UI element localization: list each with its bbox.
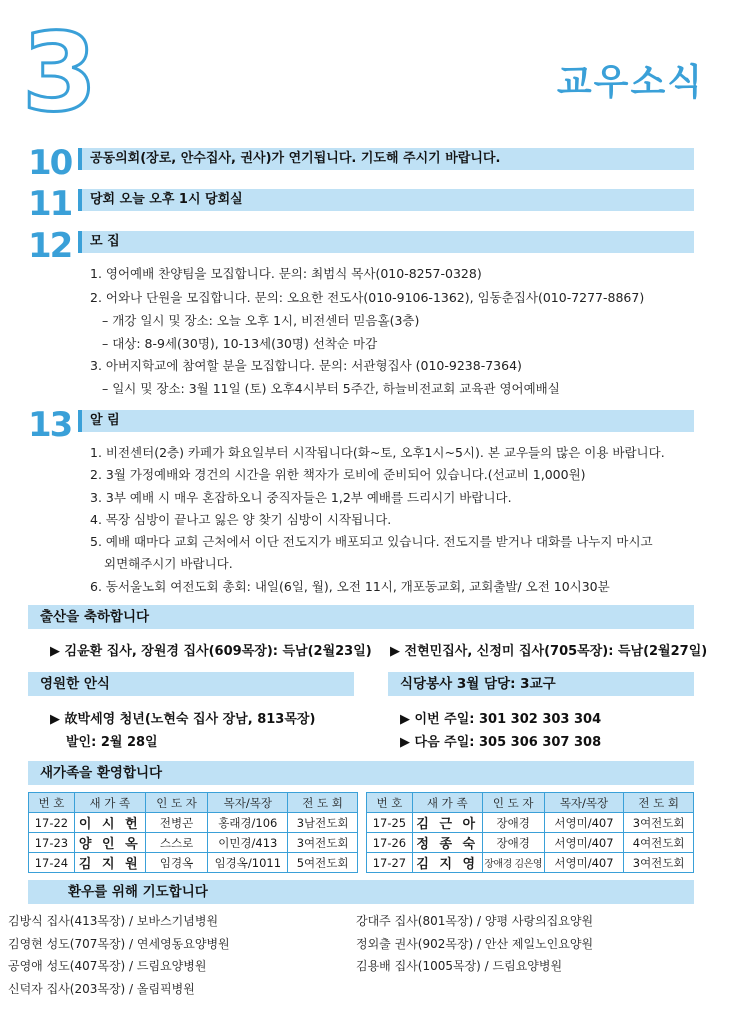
notice-item: 6. 동서울노회 여전도회 총회: 내일(6일, 월), 오전 11시, 개포동교회, 교회출발/ 오전 10시30분 [90,579,610,594]
cell-guide: 스스로 [145,833,208,853]
cell-number: 17-27 [367,853,413,873]
section-12-title: 모 집 [78,231,694,253]
recruit-item: 1. 영어예배 찬양팀을 모집합니다. 문의: 최범식 목사(010-8257-0328) [90,266,482,281]
notice-item: 4. 목장 심방이 끝나고 잃은 양 찾기 심방이 시작됩니다. [90,512,392,527]
cell-name: 양 인 옥 [74,833,145,853]
cell-name: 김 지 원 [74,853,145,873]
memorial-line: ▶ 故박세영 청년(노현숙 집사 장남, 813목장) [50,712,316,727]
table-row [367,813,694,833]
section-11-number: 11 [28,184,72,224]
table-header-row [29,793,358,813]
column-header: 인 도 자 [145,793,208,813]
column-header: 번 호 [367,793,413,813]
prayer-item: 정외출 권사(902목장) / 안산 제일노인요양원 [356,937,594,951]
column-header: 목자/목장 [208,793,288,813]
cell-shepherd: 임경옥/1011 [208,853,288,873]
birth-item: ▶ 전현민집사, 신정미 집사(705목장): 득남(2월27일) [390,644,708,659]
notice-item-continued: 외면해주시기 바랍니다. [104,556,233,571]
cell-name: 정 종 숙 [412,833,482,853]
newfamily-table-right [366,792,694,873]
prayer-item: 김영현 성도(707목장) / 연세영동요양병원 [8,937,230,951]
cell-number: 17-23 [29,833,75,853]
section-11-title: 당회 오늘 오후 1시 당회실 [78,189,694,211]
column-header: 목자/목장 [544,793,624,813]
newfamily-title: 새가족을 환영합니다 [28,761,694,785]
cell-name: 김 지 영 [412,853,482,873]
cell-mission: 3여전도회 [624,813,694,833]
recruit-item: 3. 아버지학교에 참여할 분을 모집합니다. 문의: 서관형집사 (010-9238-7364) [90,358,522,373]
cell-mission: 5여전도회 [288,853,358,873]
cell-guide: 임경옥 [145,853,208,873]
prayer-item: 김용배 집사(1005목장) / 드림요양병원 [356,959,563,973]
table-header-row [367,793,694,813]
recruit-subitem: – 개강 일시 및 장소: 오늘 오후 1시, 비전센터 믿음홀(3층) [102,313,420,328]
cell-guide: 전병곤 [145,813,208,833]
column-header: 전 도 회 [624,793,694,813]
meal-this-week: ▶ 이번 주일: 301 302 303 304 [400,712,602,727]
cell-number: 17-24 [29,853,75,873]
cell-mission: 4여전도회 [624,833,694,853]
section-10-title: 공동의회(장로, 안수집사, 권사)가 연기됩니다. 기도해 주시기 바랍니다. [78,148,694,170]
prayer-title: 환우를 위해 기도합니다 [28,880,694,904]
cell-guide: 장애경 [482,813,544,833]
cell-number: 17-22 [29,813,75,833]
section-13-number: 13 [28,405,72,445]
notice-item: 1. 비전센터(2층) 카페가 화요일부터 시작됩니다(화~토, 오후1시~5시). 본 교우들의 많은 이용 바랍니다. [90,445,665,460]
prayer-item: 신덕자 집사(203목장) / 올림픽병원 [8,982,195,996]
column-header: 번 호 [29,793,75,813]
cell-mission: 3여전도회 [288,833,358,853]
section-12-number: 12 [28,226,72,266]
cell-number: 17-26 [367,833,413,853]
cell-name: 이 시 헌 [74,813,145,833]
cell-mission: 3남전도회 [288,813,358,833]
cell-guide: 장애경 김은영 [482,853,544,873]
recruit-subitem: – 일시 및 장소: 3월 11일 (토) 오후4시부터 5주간, 하늘비전교회 교육관 영어예배실 [102,381,560,396]
section-number: 3 [22,18,98,118]
column-header: 전 도 회 [288,793,358,813]
meal-next-week: ▶ 다음 주일: 305 306 307 308 [400,735,602,750]
column-header: 인 도 자 [482,793,544,813]
cell-shepherd: 서영미/407 [544,813,624,833]
cell-shepherd: 홍래경/106 [208,813,288,833]
section-10-number: 10 [28,143,72,183]
column-header: 새 가 족 [412,793,482,813]
cell-shepherd: 서영미/407 [544,833,624,853]
table-row [367,833,694,853]
table-row [367,853,694,873]
cell-name: 김 근 아 [412,813,482,833]
table-row [29,853,358,873]
prayer-item: 김방식 집사(413목장) / 보바스기념병원 [8,914,219,928]
notice-item: 3. 3부 예배 시 매우 혼잡하오니 중직자들은 1,2부 예배를 드리시기 바랍니다. [90,490,512,505]
memorial-title: 영원한 안식 [28,672,354,696]
recruit-item: 2. 어와나 단원을 모집합니다. 문의: 오요한 전도사(010-9106-1362), 임동춘집사(010-7277-8867) [90,290,645,305]
section-number-graphic [20,18,112,118]
meal-title: 식당봉사 3월 담당: 3교구 [388,672,694,696]
cell-number: 17-25 [367,813,413,833]
section-13-title: 알 림 [78,410,694,432]
cell-guide: 장애경 [482,833,544,853]
birth-item: ▶ 김윤환 집사, 장원경 집사(609목장): 득남(2월23일) [50,644,372,659]
notice-item: 2. 3월 가정예배와 경건의 시간을 위한 책자가 로비에 준비되어 있습니다.(선교비 1,000원) [90,467,586,482]
newfamily-table-left [28,792,358,873]
table-row [29,833,358,853]
cell-shepherd: 서영미/407 [544,853,624,873]
memorial-funeral-date: 발인: 2월 28일 [66,735,158,750]
notice-item: 5. 예배 때마다 교회 근처에서 이단 전도지가 배포되고 있습니다. 전도지를 받거나 대화를 나누지 마시고 [90,534,653,549]
column-header: 새 가 족 [74,793,145,813]
recruit-subitem: – 대상: 8-9세(30명), 10-13세(30명) 선착순 마감 [102,336,378,351]
prayer-item: 강대주 집사(801목장) / 양평 사랑의집요양원 [356,914,594,928]
table-row [29,813,358,833]
prayer-item: 공영애 성도(407목장) / 드림요양병원 [8,959,207,973]
birth-title: 출산을 축하합니다 [28,605,694,629]
cell-mission: 3여전도회 [624,853,694,873]
cell-shepherd: 이민경/413 [208,833,288,853]
page-title: 교우소식 [556,62,704,103]
